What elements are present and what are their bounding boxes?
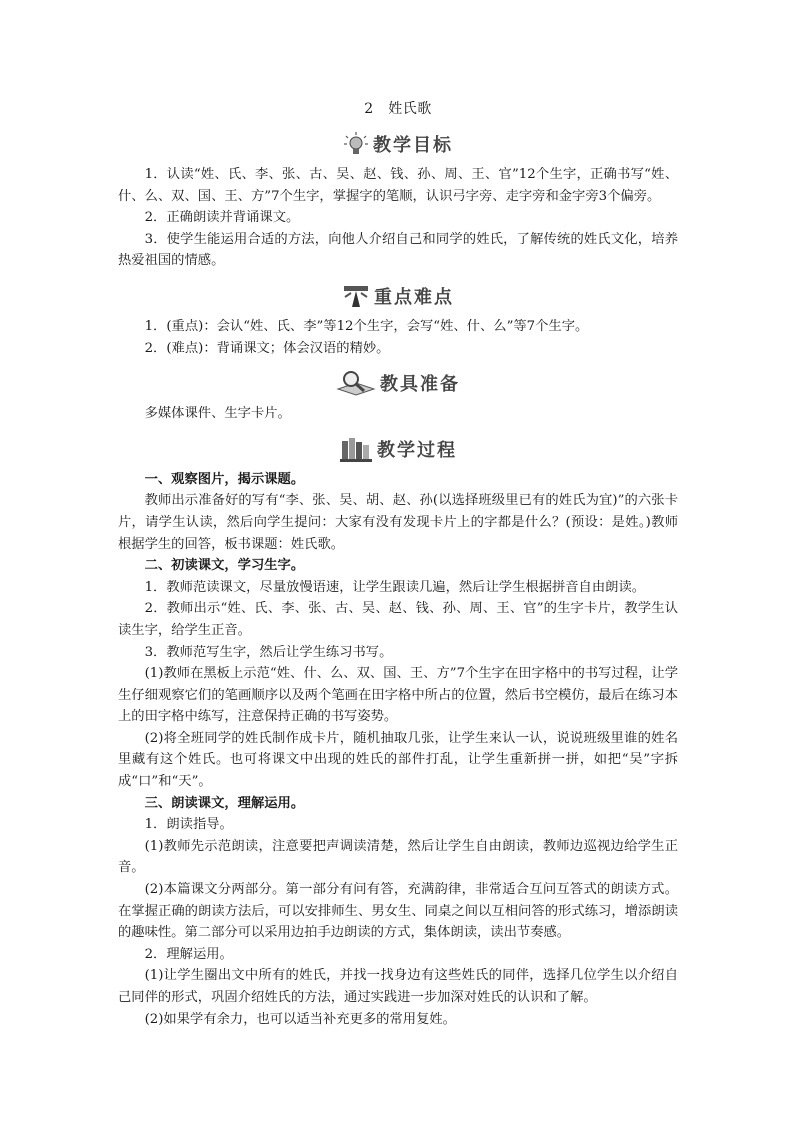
section-heading-text: 教学过程 (377, 439, 457, 461)
process-paragraph: 教师出示准备好的写有“李、张、吴、胡、赵、孙(以选择班级里已有的姓氏为宜)”的六张卡片，请学生认读，然后向学生提问：大家有没有发现卡片上的字都是什么？(预设：是姓。)教师根据学生的回答，板书课题：姓氏歌。 (118, 493, 678, 552)
keypoint-paragraph: 1．(重点)：会认“姓、氏、李”等12个生字，会写“姓、什、么”等7个生字。 (144, 318, 589, 334)
pin-arrows-icon (342, 283, 370, 309)
lightbulb-icon (343, 131, 369, 157)
process-step-heading: 三、朗读课文，理解运用。 (144, 795, 305, 811)
prep-paragraph: 多媒体课件、生字卡片。 (144, 406, 291, 422)
process-step-heading: 二、初读课文，学习生字。 (144, 558, 305, 574)
magnifier-book-icon (336, 369, 376, 397)
books-icon (339, 435, 373, 463)
section-heading-keypoints (118, 282, 678, 310)
process-paragraph: (2)将全班同学的姓氏制作成卡片，随机抽取几张，让学生来认一认，说说班级里谁的姓名里藏有这个姓氏。也可将课文中出现的姓氏的部件打乱，让学生重新拼一拼，如把“吴”字拆成“口”和“天”。 (118, 730, 678, 790)
process-paragraph: (2)本篇课文分两部分。第一部分有问有答，充满韵律，非常适合互问互答式的朗读方式。在掌握正确的朗读方法后，可以安排师生、男女生、同桌之间以互相问答的形式练习，增添朗读的趣味性。第二部分可以采用边拍手边朗读的方式，集体朗读，读出节奏感。 (118, 882, 678, 941)
process-step-heading: 一、观察图片，揭示课题。 (144, 471, 305, 487)
section-heading-process (118, 435, 678, 463)
process-paragraph: (2)如果学有余力，也可以适当补充更多的常用复姓。 (144, 1011, 456, 1027)
process-paragraph: 3．教师范写生字，然后让学生练习书写。 (144, 644, 393, 660)
process-paragraph: 1．教师范读课文，尽量放慢语速，让学生跟读几遍，然后让学生根据拼音自由朗读。 (144, 579, 646, 595)
process-paragraph: (1)教师先示范朗读，注意要把声调读清楚，然后让学生自由朗读，教师边巡视边给学生正音。 (118, 838, 678, 876)
goal-paragraph: 1．认读“姓、氏、李、张、古、吴、赵、钱、孙、周、王、官”12个生字，正确书写“姓、什、么、双、国、王、方”7个生字，掌握字的笔顺，认识弓字旁、走字旁和金字旁3个偏旁。 (118, 167, 678, 204)
document-page (118, 88, 678, 1030)
section-heading-text: 重点难点 (374, 286, 454, 308)
process-paragraph: (1)教师在黑板上示范“姓、什、么、双、国、王、方”7个生字在田字格中的书写过程，让学生仔细观察它们的笔画顺序以及两个笔画在田字格中所占的位置，然后书空模仿，最后在练习本上的田字格中练写，注意保持正确的书写姿势。 (118, 666, 678, 725)
goal-paragraph: 3．使学生能运用合适的方法，向他人介绍自己和同学的姓氏，了解传统的姓氏文化，培养热爱祖国的情感。 (118, 231, 678, 269)
lesson-title: 2 姓氏歌 (364, 101, 432, 117)
keypoint-paragraph: 2．(难点)：背诵课文；体会汉语的精妙。 (144, 340, 390, 356)
section-heading-text: 教具准备 (380, 374, 460, 396)
process-paragraph: 1．朗读指导。 (144, 817, 233, 833)
section-heading-goals (118, 130, 678, 158)
process-paragraph: (1)让学生圈出文中所有的姓氏，并找一找身边有这些姓氏的同伴，选择几位学生以介绍自己同伴的形式，巩固介绍姓氏的方法，通过实践进一步加深对姓氏的认识和了解。 (118, 968, 678, 1005)
process-paragraph: 2．教师出示“姓、氏、李、张、古、吴、赵、钱、孙、周、王、官”的生字卡片，教学生认读生字，给学生正音。 (118, 601, 678, 638)
section-heading-prep (118, 369, 678, 397)
section-heading-text: 教学目标 (373, 135, 453, 156)
process-paragraph: 2．理解运用。 (144, 946, 233, 962)
goal-paragraph: 2．正确朗读并背诵课文。 (144, 210, 300, 226)
